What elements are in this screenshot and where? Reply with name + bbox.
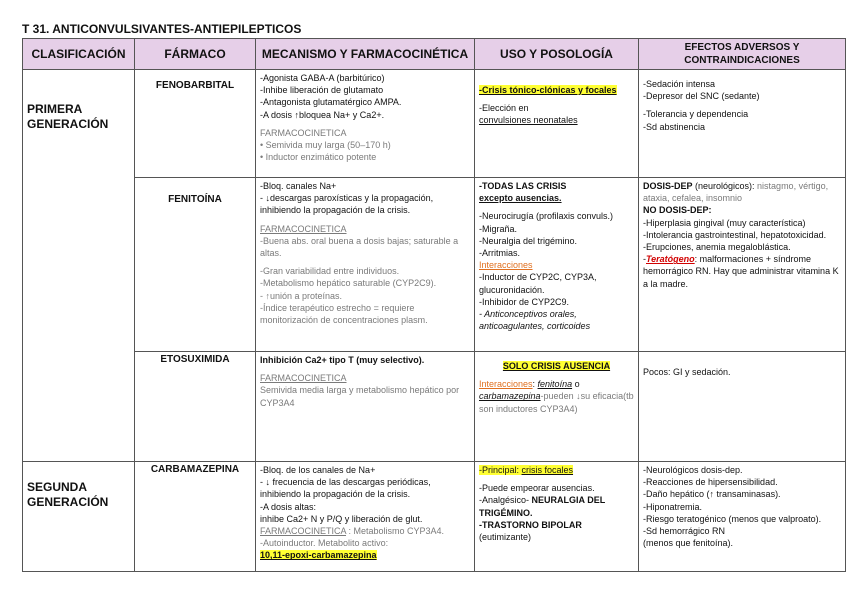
efecto-line: -Neurológicos dosis-dep.	[643, 465, 743, 475]
neuro-label: (neurológicos):	[692, 181, 758, 191]
teratogeno-label: Teratógeno	[646, 254, 695, 265]
uso-etosuximida	[475, 352, 639, 462]
uso-line: convulsiones neonatales	[479, 115, 578, 126]
efecto-line: Pocos: GI y sedación.	[643, 367, 731, 377]
efecto-line: -Intolerancia gastrointestinal, hepatotoxicidad.	[643, 229, 827, 240]
uso-line: -TODAS LAS CRISIS	[479, 181, 567, 191]
uso-line: -Arritmias.	[479, 248, 520, 259]
mec-fenobarbital	[256, 70, 475, 178]
mec-line: Inhibición Ca2+ tipo T (muy selectivo).	[260, 355, 425, 365]
no-dosis-dep-label: NO DOSIS-DEP:	[643, 205, 712, 216]
group-segunda: SEGUNDA GENERACIÓN	[23, 462, 135, 572]
uso-line: excepto ausencias.	[479, 193, 562, 204]
efecto-line: -Tolerancia y dependencia	[643, 109, 749, 120]
uso-line: - Anticonceptivos orales, anticoagulantes, corticoides	[479, 309, 591, 332]
mec-etosuximida	[256, 352, 475, 462]
efectos-etosuximida	[639, 352, 846, 462]
mec-carbamazepina	[256, 462, 475, 572]
farma-line: -Metabolismo hepático saturable (CYP2C9).	[260, 278, 437, 289]
uso-line: -TRASTORNO BIPOLAR	[479, 519, 582, 530]
page-title: T 31. ANTICONVULSIVANTES-ANTIEPILEPTICOS	[22, 22, 302, 36]
farma-line: • Semivida muy larga (50–170 h)	[260, 140, 391, 151]
efecto-line: -Erupciones, anemia megaloblástica.	[643, 242, 791, 253]
mec-line: - ↓ frecuencia de las descargas periódicas, inhibiendo la propagación de la crisis.	[260, 477, 431, 500]
efecto-line: -Hiponatremia.	[643, 501, 703, 512]
header-row	[23, 39, 846, 70]
efectos-carbamazepina	[639, 462, 846, 572]
interacciones-label: Interacciones	[479, 379, 533, 390]
uso-line: -Puede empeorar ausencias.	[479, 483, 595, 494]
inter-drug: carbamazepina	[479, 391, 541, 402]
drug-carbamazepina: CARBAMAZEPINA	[135, 462, 256, 572]
uso-fenobarbital	[475, 70, 639, 178]
table-row	[23, 178, 846, 352]
inter-o: o	[572, 379, 580, 390]
header-farmaco: FÁRMACO	[135, 39, 256, 70]
header-uso: USO Y POSOLOGÍA	[475, 39, 639, 70]
uso-neuralgia: NEURALGIA DEL TRIGÉMINO.	[479, 495, 606, 518]
uso-fenitoina	[475, 178, 639, 352]
mec-line: -Antagonista glutamatérgico AMPA.	[260, 97, 402, 108]
efecto-line: -Depresor del SNC (sedante)	[643, 91, 760, 102]
drug-fenitoina: FENITOÍNA	[135, 178, 256, 352]
inter-colon: :	[532, 379, 538, 390]
inter-text: -pueden ↓su eficacia(tb son inductores CYP3A4)	[479, 391, 634, 414]
header-mecanismo: MECANISMO Y FARMACOCINÉTICA	[256, 39, 475, 70]
uso-analg: -Analgésico-	[479, 495, 532, 506]
drug-fenobarbital: FENOBARBITAL	[135, 70, 256, 178]
drug-table	[22, 38, 846, 572]
uso-line: (eutimizante)	[479, 532, 532, 543]
farma-line: -Índice terapéutico estrecho = requiere monitorización de concentraciones plasm.	[260, 302, 428, 326]
farma-title: FARMACOCINETICA	[260, 127, 347, 138]
uso-carbamazepina	[475, 462, 639, 572]
farma-title: FARMACOCINETICA	[260, 223, 347, 234]
mec-line: -Bloq. de los canales de Na+	[260, 465, 376, 475]
mec-line: -Inhibe liberación de glutamato	[260, 85, 384, 96]
efecto-line: -Hiperplasia gingival (muy característica)	[643, 217, 806, 228]
efecto-line: -Riesgo teratogénico (menos que valproato).	[643, 513, 822, 524]
inter-drug: fenitoína	[537, 379, 573, 390]
farma-line: • Inductor enzimático potente	[260, 152, 377, 163]
mec-line: -Agonista GABA-A (barbitúrico)	[260, 73, 385, 83]
teratogeno-text: : malformaciones + síndrome hemorrágico RN. Hay que administrar vitamina K a la madre.	[643, 254, 839, 289]
farma-line: -Gran variabilidad entre individuos.	[260, 266, 400, 277]
farma-title: FARMACOCINETICA	[260, 373, 347, 384]
farma-title: FARMACOCINETICA	[260, 526, 347, 537]
efecto-line: -Daño hepático (↑ transaminasas).	[643, 489, 781, 500]
uso-line: -Neuralgia del trigémino.	[479, 235, 578, 246]
mec-fenitoina	[256, 178, 475, 352]
efecto-line: -Sd abstinencia	[643, 121, 706, 132]
mec-line: -A dosis altas:	[260, 501, 317, 512]
table-row	[23, 70, 846, 178]
group-primera: PRIMERA GENERACIÓN	[23, 70, 135, 462]
efecto-line: -Reacciones de hipersensibilidad.	[643, 477, 778, 488]
uso-line: -Inhibidor de CYP2C9.	[479, 296, 570, 307]
drug-etosuximida: ETOSUXIMIDA	[135, 352, 256, 462]
farma-line: : Metabolismo CYP3A4.	[346, 526, 445, 537]
farma-line: -Autoinductor. Metabolito activo:	[260, 538, 389, 549]
efecto-line: -Sd hemorrágico RN	[643, 526, 726, 537]
farma-line: Semivida media larga y metabolismo hepático por CYP3A4	[260, 385, 460, 408]
mec-line: -A dosis ↑bloquea Na+ y Ca2+.	[260, 109, 385, 120]
table-row	[23, 462, 846, 572]
header-efectos: EFECTOS ADVERSOS Y CONTRAINDICACIONES	[639, 39, 846, 70]
uso-highlight: -Crisis tónico-clónicas y focales	[479, 85, 617, 95]
table-row	[23, 352, 846, 462]
interacciones-label: Interacciones	[479, 260, 533, 271]
uso-principal: -Principal:	[479, 465, 522, 475]
metabolito-highlight: 10,11-epoxi-carbamazepina	[260, 550, 377, 561]
uso-highlight: SOLO CRISIS AUSENCIA	[502, 361, 611, 371]
uso-line: -Migraña.	[479, 223, 518, 234]
mec-line: - ↓descargas paroxísticas y la propagación, inhibiendo la propagación de la crisis.	[260, 193, 434, 216]
mec-line: inhibe Ca2+ N y P/Q y liberación de glut.	[260, 513, 423, 524]
dosis-dep-label: DOSIS-DEP	[643, 181, 693, 191]
efectos-fenobarbital	[639, 70, 846, 178]
header-clasificacion: CLASIFICACIÓN	[23, 39, 135, 70]
farma-line: -Buena abs. oral buena a dosis bajas; saturable a altas.	[260, 235, 459, 259]
uso-line: -Elección en	[479, 103, 529, 114]
farma-line: - ↑unión a proteínas.	[260, 290, 343, 301]
neuro-list: nistagmo, vértigo, ataxia, cefalea, insomnio	[643, 181, 829, 204]
uso-line: -Inductor de CYP2C, CYP3A, glucuronidación.	[479, 272, 597, 295]
efectos-fenitoina: DOSIS-DEP (neurológicos): nistagmo, vértigo, ataxia, cefalea, insomnio NO DOSIS-DEP: -Hiperplasia gingival (muy característica) -Intolerancia gastrointestinal, hepatotoxicidad. -Erupciones, anemia megaloblástica. -Teratógeno: malformaciones + síndrome hemorrágico RN. Hay que administrar vitamina K a la madre.	[639, 178, 846, 352]
uso-focales: crisis focales	[521, 465, 574, 475]
efecto-line: (menos que fenitoína).	[643, 538, 734, 549]
uso-line: -Neurocirugía (profilaxis convuls.)	[479, 211, 614, 222]
efecto-line: -Sedación intensa	[643, 79, 716, 89]
mec-line: -Bloq. canales Na+	[260, 181, 337, 191]
